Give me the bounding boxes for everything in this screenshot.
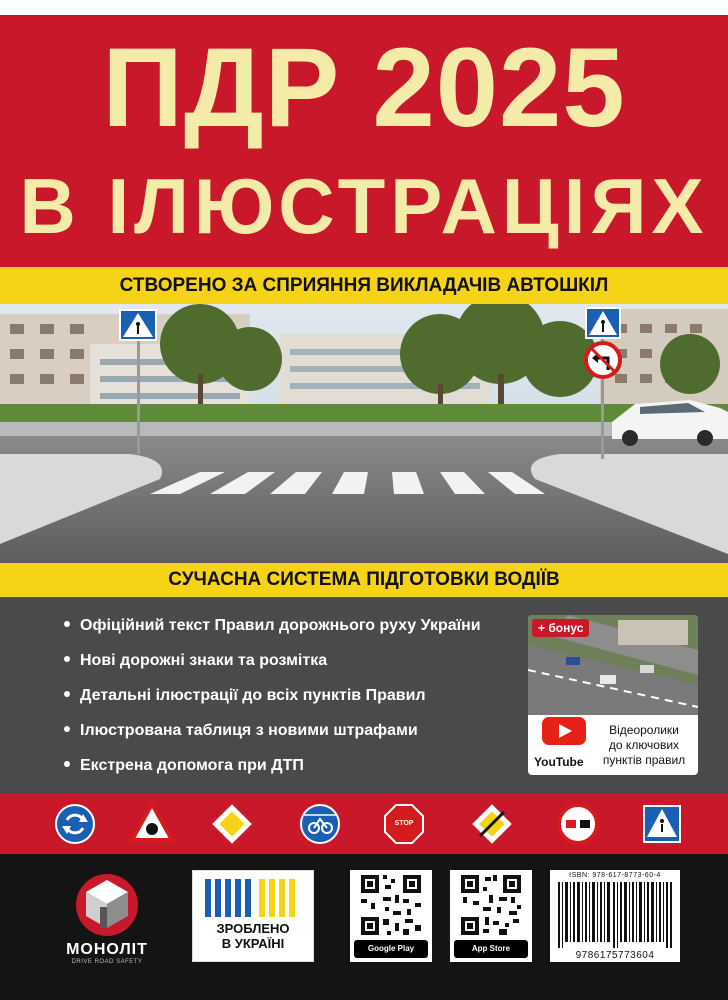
book-title-sub: В ІЛЮСТРАЦІЯХ	[19, 162, 709, 250]
feature-item: Детальні ілюстрації до всіх пунктів Правил	[64, 687, 426, 705]
system-band: СУЧАСНА СИСТЕМА ПІДГОТОВКИ ВОДІЇВ	[0, 563, 728, 597]
book-title-main: ПДР 2025	[102, 25, 626, 150]
bullet-icon	[64, 656, 70, 662]
publisher-tagline: DRIVE ROAD SAFETY	[71, 959, 143, 965]
google-play-qr-code	[359, 873, 423, 937]
priority-road-sign-icon	[212, 804, 252, 844]
made-in-ukraine-badge	[192, 870, 314, 962]
bonus-badge: + бонус	[532, 619, 589, 637]
roundabout-sign-icon	[56, 805, 94, 843]
bullet-icon	[64, 761, 70, 767]
bullet-icon	[64, 726, 70, 732]
isbn-barcode	[550, 870, 680, 962]
feature-item: Ілюстрована таблиця з новими штрафами	[64, 722, 418, 740]
road-signs-row	[0, 794, 728, 854]
publisher-name: МОНОЛІТ	[66, 941, 148, 958]
bullet-icon	[64, 691, 70, 697]
made-in-ukraine-text: ЗРОБЛЕНО В УКРАЇНІ	[216, 921, 290, 951]
app-store-qr-code	[459, 873, 523, 937]
crosswalk-photo	[0, 304, 728, 563]
google-play-qr-card[interactable]	[350, 870, 432, 962]
isbn-label: ISBN: 978-617-8773-60-4	[569, 872, 661, 879]
pedestrian-crossing-sign-icon	[644, 806, 680, 842]
google-play-button[interactable]: Google Play	[354, 940, 428, 958]
youtube-label: YouTube	[534, 755, 584, 769]
stop-sign-label: STOP	[394, 820, 414, 827]
end-of-priority-road-sign-icon	[472, 804, 512, 844]
feature-item: Нові дорожні знаки та розмітка	[64, 652, 327, 670]
cycle-lane-sign-icon	[301, 805, 339, 843]
warning-triangle-sign-icon	[132, 804, 172, 840]
app-store-qr-card[interactable]	[450, 870, 532, 962]
road-signs-strip	[0, 794, 728, 854]
no-overtaking-sign-icon	[559, 805, 597, 843]
bonus-description: Відеоролики до ключових пунктів правил	[602, 723, 686, 767]
barcode-number: 9786175773604	[575, 950, 655, 961]
subtitle-band: СТВОРЕНО ЗА СПРИЯННЯ ВИКЛАДАЧІВ АВТОШКІЛ	[0, 267, 728, 304]
youtube-play-icon	[542, 715, 586, 747]
bonus-video-card	[528, 615, 698, 775]
feature-item: Екстрена допомога при ДТП	[64, 757, 304, 775]
barcode-bars	[558, 882, 672, 948]
app-store-button[interactable]: App Store	[454, 940, 528, 958]
crosswalk-illustration	[0, 304, 728, 563]
bullet-icon	[64, 621, 70, 627]
made-in-ukraine-stripes	[205, 879, 301, 917]
feature-item: Офіційний текст Правил дорожнього руху України	[64, 617, 481, 635]
monolith-cube-logo	[70, 872, 144, 938]
